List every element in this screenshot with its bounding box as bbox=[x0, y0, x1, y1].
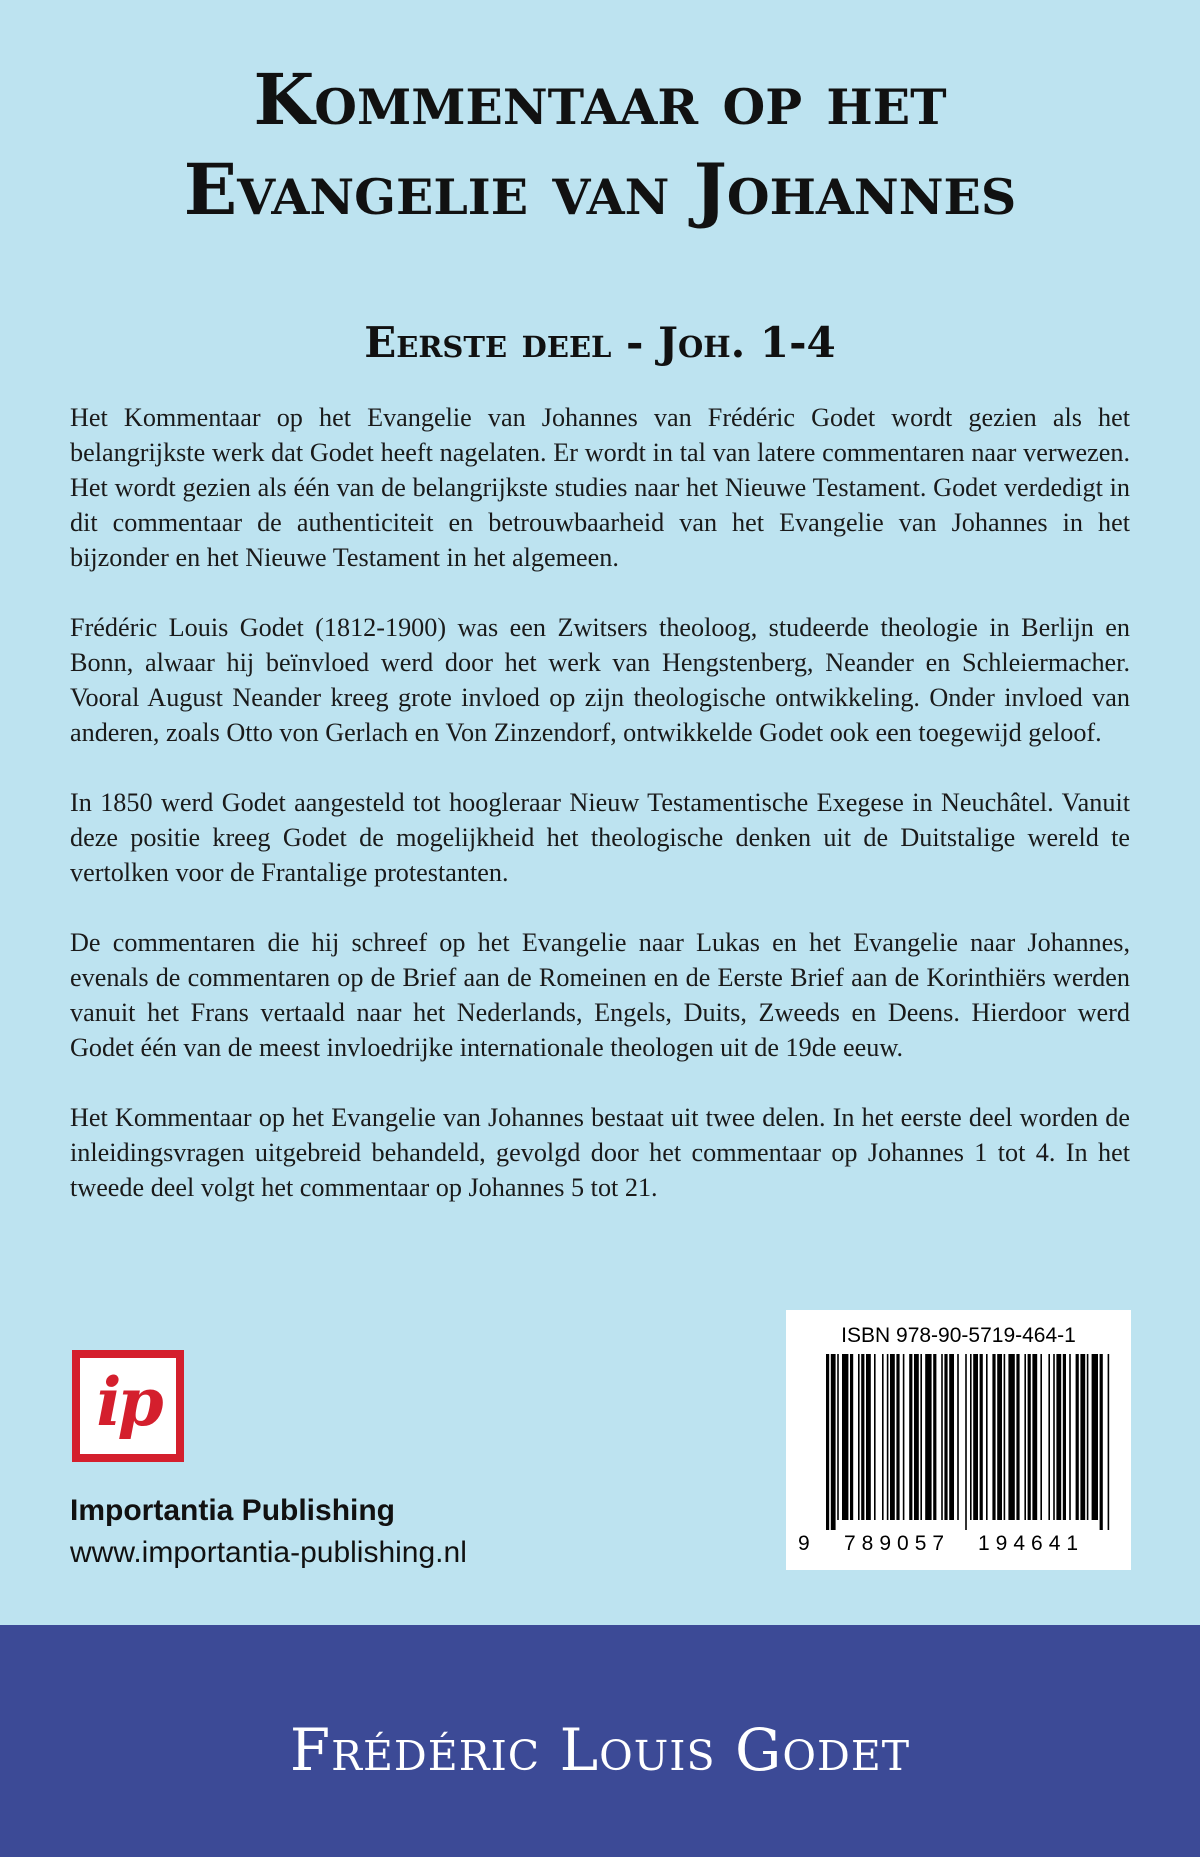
barcode-bar bbox=[882, 1354, 884, 1520]
barcode-bar bbox=[980, 1354, 983, 1520]
publisher-name: Importantia Publishing bbox=[70, 1494, 396, 1527]
barcode-bar bbox=[861, 1354, 864, 1520]
barcode-bar bbox=[965, 1354, 967, 1530]
barcode-bar bbox=[997, 1354, 1002, 1520]
barcode-bar bbox=[986, 1354, 988, 1520]
barcode-bar bbox=[957, 1354, 959, 1520]
barcode-bar bbox=[1063, 1354, 1066, 1520]
publisher-website: www.importantia-publishing.nl bbox=[70, 1536, 467, 1569]
barcode-bar bbox=[850, 1354, 853, 1520]
barcode-bar bbox=[1024, 1354, 1026, 1520]
book-subtitle: Eerste deel - Joh. 1-4 bbox=[364, 318, 836, 367]
barcode-bar bbox=[1069, 1354, 1071, 1520]
barcode-bar bbox=[1028, 1354, 1031, 1520]
barcode-bar bbox=[890, 1354, 895, 1520]
isbn-digit-first: 9 bbox=[798, 1532, 810, 1555]
barcode-bar bbox=[1108, 1354, 1110, 1530]
barcode-bar bbox=[1053, 1354, 1055, 1520]
barcode-bar bbox=[914, 1354, 919, 1520]
barcode-bar bbox=[1056, 1354, 1061, 1520]
barcode-bar bbox=[858, 1354, 860, 1520]
barcode-bar bbox=[837, 1354, 839, 1520]
barcode-icon bbox=[798, 1354, 1119, 1534]
barcode-bar bbox=[1076, 1354, 1079, 1520]
barcode-bar bbox=[992, 1354, 995, 1520]
barcode-bar bbox=[933, 1354, 936, 1520]
barcode-bar bbox=[941, 1354, 943, 1520]
publisher-info bbox=[70, 1490, 467, 1574]
barcode-bar bbox=[1016, 1354, 1019, 1520]
barcode-bar bbox=[887, 1354, 889, 1520]
barcode-bar bbox=[826, 1354, 829, 1530]
blurb-paragraph: Frédéric Louis Godet (1812-1900) was een Zwitsers theoloog, studeerde theologie in Berlijn en Bonn, alwaar hij beïnvloed werd door het werk van Hengstenberg, Neander en Schleiermacher. Vooral August Neander kreeg grote invloed op zijn theologische ontwikkeling. Onder invloed van anderen, zoals Otto von Gerlach en Von Zinzendorf, ontwikkelde Godet ook een toegewijd geloof. bbox=[70, 613, 1130, 747]
barcode-bar bbox=[866, 1354, 871, 1520]
barcode-bar bbox=[842, 1354, 848, 1520]
barcode-bar bbox=[944, 1354, 947, 1520]
barcode-bar bbox=[874, 1354, 876, 1520]
barcode-bar bbox=[1032, 1354, 1037, 1520]
isbn-digits-left: 789057 bbox=[844, 1532, 951, 1555]
barcode-bar bbox=[1100, 1354, 1103, 1530]
blurb-paragraph: In 1850 werd Godet aangesteld tot hoogleraar Nieuw Testamentische Exegese in Neuchâtel. Vanuit deze positie kreeg Godet de mogelijkheid het theologische denken uit de Duitstalige wereld te vertolken voor de Frantalige protestanten. bbox=[70, 788, 1130, 887]
barcode-bar bbox=[925, 1354, 931, 1520]
barcode-bar bbox=[1080, 1354, 1085, 1520]
publisher-logo bbox=[72, 1350, 184, 1462]
isbn-label: ISBN 978-90-5719-464-1 bbox=[841, 1324, 1076, 1347]
blurb-paragraph: Het Kommentaar op het Evangelie van Johannes van Frédéric Godet wordt gezien als het belangrijkste werk dat Godet heeft nagelaten. Er wordt in tal van latere commentaren naar verwezen. Het wordt gezien als één van de belangrijkste studies naar het Nieuwe Testament. Godet verdedigt in dit commentaar de authenticiteit en betrouwbaarheid van het Evangelie van Johannes in het bijzonder en het Nieuwe Testament in het algemeen. bbox=[70, 403, 1130, 572]
book-title-line-1: Kommentaar op het bbox=[253, 58, 947, 141]
barcode-bar bbox=[1004, 1354, 1006, 1520]
barcode-bar bbox=[970, 1354, 972, 1520]
barcode-bar bbox=[896, 1354, 899, 1520]
barcode-bar bbox=[903, 1354, 905, 1520]
barcode-bar bbox=[1087, 1354, 1089, 1520]
book-title-line-2: Evangelie van Johannes bbox=[183, 148, 1017, 231]
blurb-paragraph: Het Kommentaar op het Evangelie van Johannes bestaat uit twee delen. In het eerste deel worden de inleidingsvragen uitgebreid behandeld, gevolgd door het commentaar op Johannes 1 tot 4. In het tweede deel volgt het commentaar op Johannes 5 tot 21. bbox=[70, 1103, 1130, 1202]
isbn-barcode-box bbox=[786, 1310, 1131, 1570]
blurb bbox=[70, 400, 1130, 1240]
barcode-bar bbox=[1048, 1354, 1050, 1520]
barcode-bar bbox=[909, 1354, 912, 1520]
barcode-bar bbox=[1040, 1354, 1042, 1520]
book-title bbox=[40, 55, 1160, 235]
barcode-bar bbox=[1008, 1354, 1014, 1520]
barcode-bar bbox=[920, 1354, 922, 1520]
isbn-digits-right: 194641 bbox=[978, 1532, 1085, 1555]
blurb-paragraph: De commentaren die hij schreef op het Evangelie naar Lukas en het Evangelie naar Johannes, evenals de commentaren op de Brief aan de Romeinen en de Eerste Brief aan de Korinthiërs werden vanuit het Frans vertaald naar het Nederlands, Engels, Duits, Zweeds en Deens. Hierdoor werd Godet één van de meest invloedrijke internationale theologen uit de 19de eeuw. bbox=[70, 928, 1130, 1062]
barcode-bar bbox=[831, 1354, 836, 1530]
barcode-bar bbox=[1092, 1354, 1098, 1520]
barcode-bar bbox=[949, 1354, 954, 1520]
publisher-logo-text: ip bbox=[80, 1358, 176, 1454]
barcode-bar bbox=[973, 1354, 978, 1520]
author-name: Frédéric Louis Godet bbox=[289, 1716, 911, 1784]
